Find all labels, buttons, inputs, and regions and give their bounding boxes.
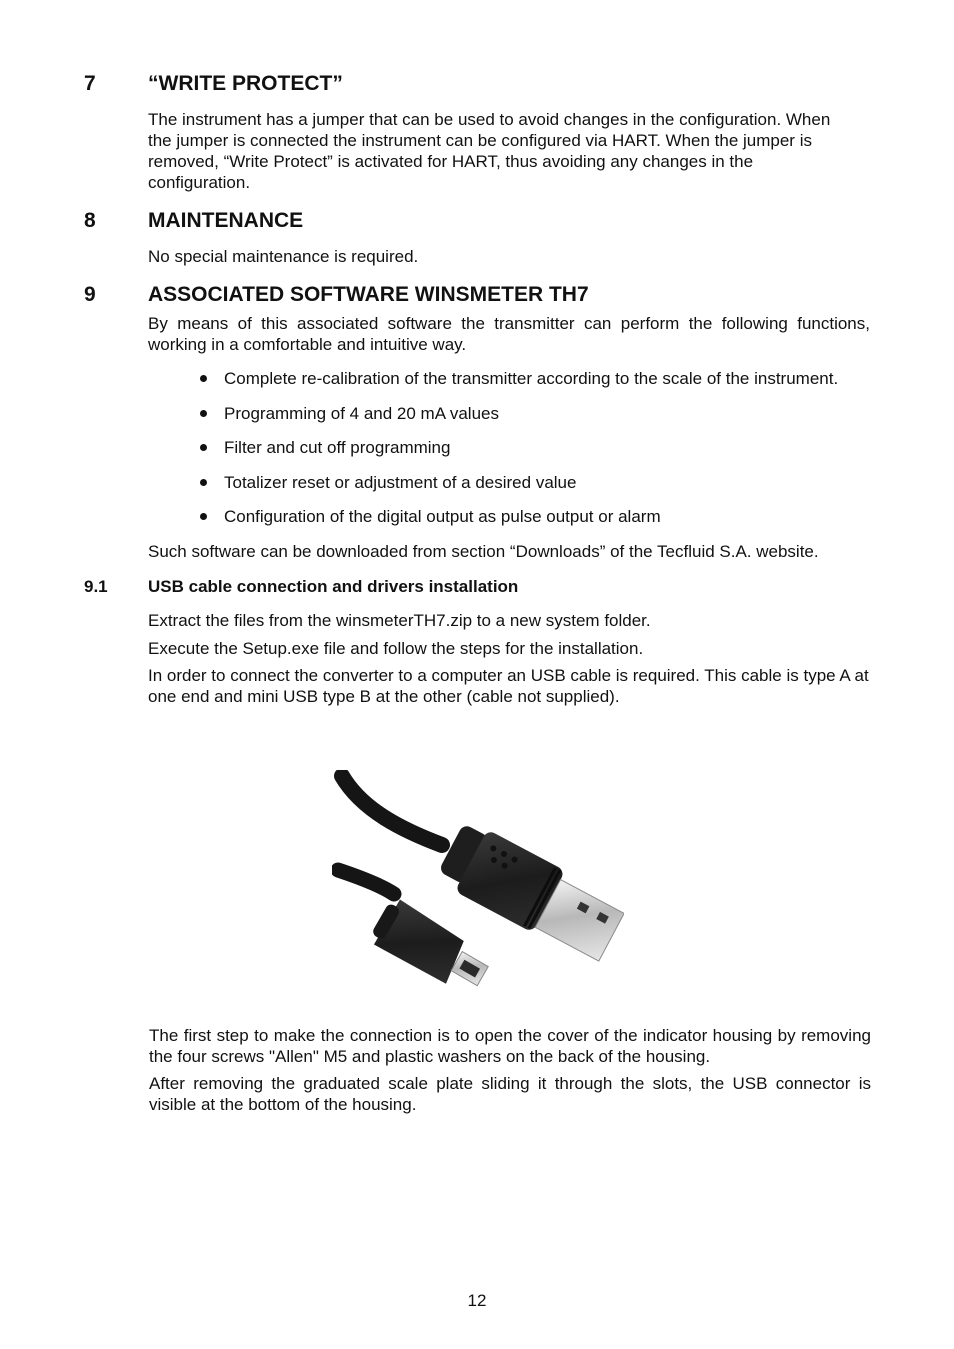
bullet-icon xyxy=(200,479,207,486)
list-item-text: Complete re-calibration of the transmitter according to the scale of the instrument. xyxy=(224,369,839,388)
list-item xyxy=(198,437,878,458)
section-number: 9.1 xyxy=(84,577,108,596)
write-protect-paragraph: The instrument has a jumper that can be used to avoid changes in the configuration. When the jumper is connected the instrument can be configured via HART. When the jumper is removed, “Write Protect” is activated for HART, thus avoiding any changes in the configuration. xyxy=(148,110,831,192)
section-title: USB cable connection and drivers installation xyxy=(148,577,519,596)
list-item-text: Programming of 4 and 20 mA values xyxy=(224,403,499,423)
bullet-icon xyxy=(200,513,207,520)
section-title: “WRITE PROTECT” xyxy=(148,72,343,95)
bullet-icon xyxy=(200,375,207,382)
section-number: 8 xyxy=(84,209,96,232)
list-item xyxy=(198,403,878,424)
usb-cable-image xyxy=(332,770,624,1000)
section-9-heading xyxy=(84,283,884,307)
setup-step-paragraph: Execute the Setup.exe file and follow the steps for the installation. xyxy=(148,639,644,658)
bullet-icon xyxy=(200,410,207,417)
bullet-icon xyxy=(200,444,207,451)
section-title: ASSOCIATED SOFTWARE WINSMETER TH7 xyxy=(148,283,589,306)
function-list xyxy=(198,368,878,541)
usb-connector-paragraph: After removing the graduated scale plate sliding it through the slots, the USB connector is visible at the bottom of the housing. xyxy=(149,1074,871,1114)
maintenance-paragraph: No special maintenance is required. xyxy=(148,247,419,266)
section-number: 9 xyxy=(84,283,96,306)
cable-paragraph: In order to connect the converter to a computer an USB cable is required. This cable is type A at one end and mini USB type B at the other (cable not supplied). xyxy=(148,666,869,706)
section-number: 7 xyxy=(84,72,96,95)
list-item-text: Configuration of the digital output as pulse output or alarm xyxy=(224,507,661,527)
open-cover-paragraph: The first step to make the connection is to open the cover of the indicator housing by removing the four screws "Allen" M5 and plastic washers on the back of the housing. xyxy=(149,1026,871,1066)
list-item xyxy=(198,506,878,527)
list-item xyxy=(198,472,878,493)
software-intro-paragraph: By means of this associated software the transmitter can perform the following functions, working in a comfortable and intuitive way. xyxy=(148,314,870,354)
page-number: 12 xyxy=(467,1291,487,1310)
download-paragraph: Such software can be downloaded from section “Downloads” of the Tecfluid S.A. website. xyxy=(148,542,819,561)
section-9-1-heading xyxy=(84,577,884,597)
section-7-heading xyxy=(84,72,884,96)
list-item-text: Filter and cut off programming xyxy=(224,438,451,458)
section-8-heading xyxy=(84,209,884,233)
list-item-text: Totalizer reset or adjustment of a desired value xyxy=(224,472,577,492)
list-item xyxy=(198,368,878,389)
section-title: MAINTENANCE xyxy=(148,209,304,232)
extract-step-paragraph: Extract the files from the winsmeterTH7.zip to a new system folder. xyxy=(148,611,651,630)
